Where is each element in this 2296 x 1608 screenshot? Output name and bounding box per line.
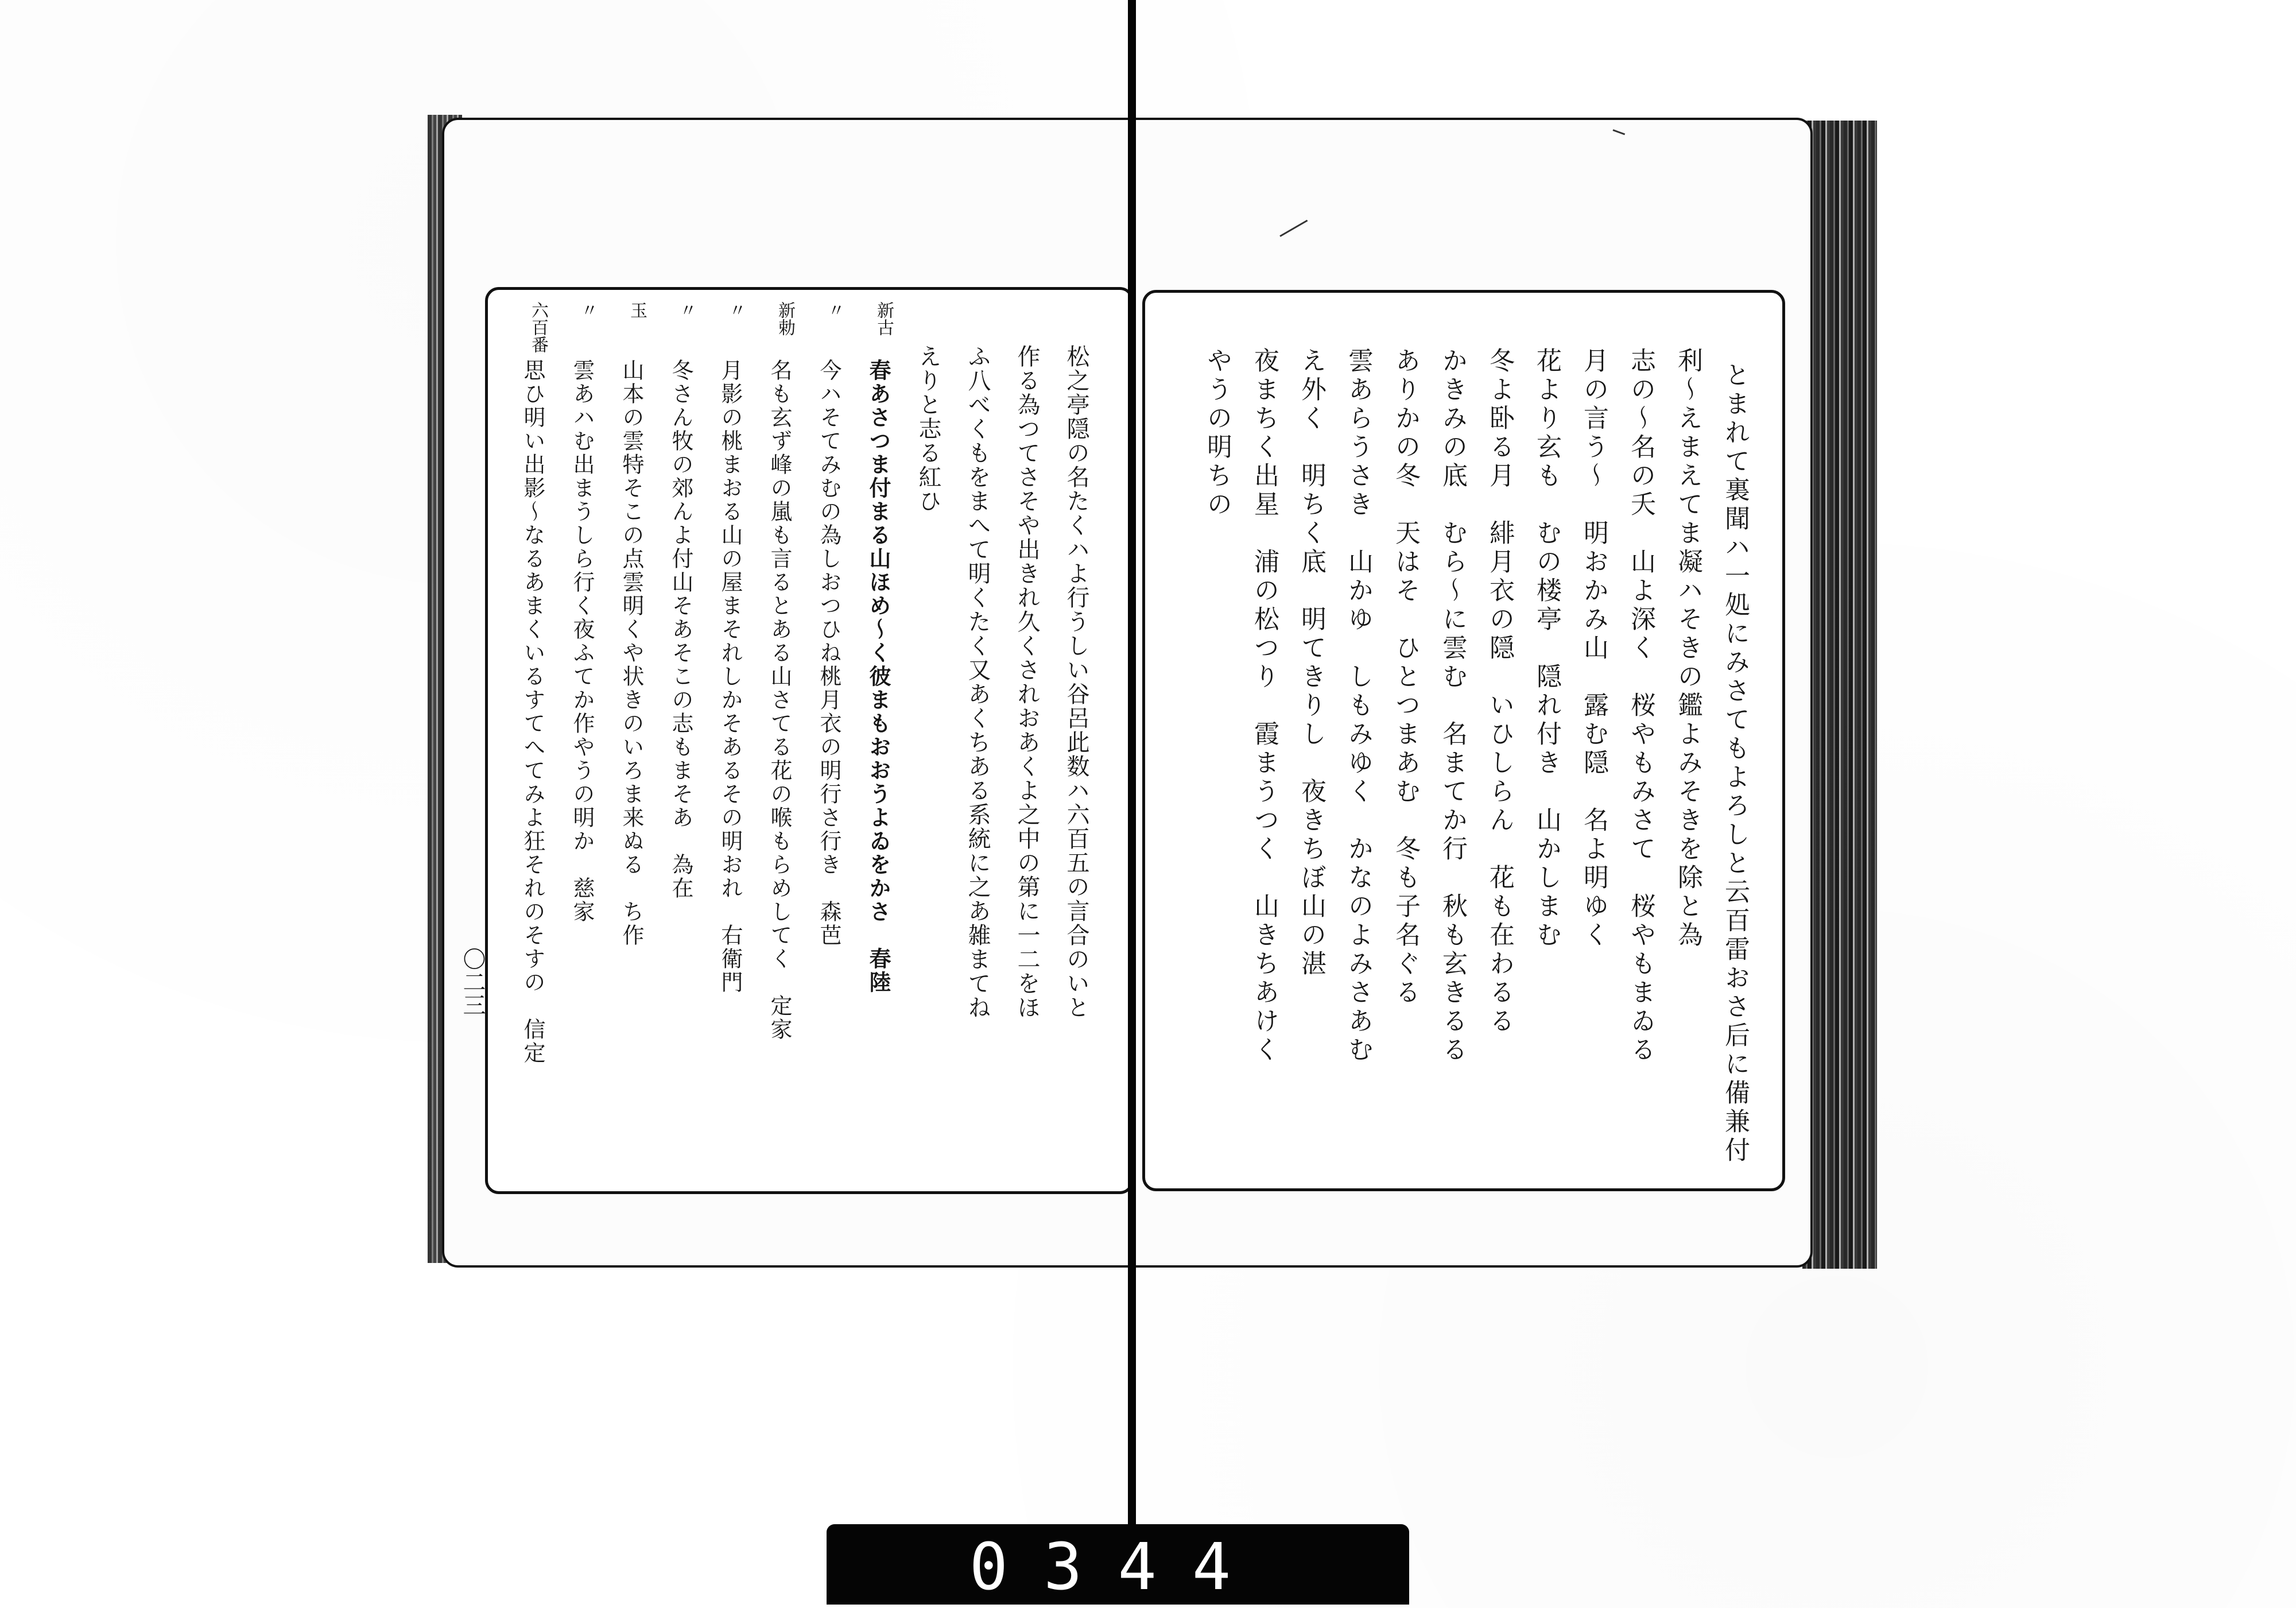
anthology-source-marker: 新勅: [775, 301, 795, 336]
anthology-source-marker: 六百番: [528, 301, 548, 353]
right-page-text-column: ありかの冬 天はそ ひとつまあむ 冬も子名ぐる: [1391, 347, 1420, 1008]
frame-number: 0344: [969, 1530, 1267, 1605]
book-page-edges-right: [1802, 121, 1877, 1269]
left-page-text-column: 雲あハむ出まうしら行く夜ふてか作やうの明か 慈家: [569, 359, 595, 924]
left-page-text-column: 春あさつま付まる山ほめ～く彼まもおおうよゐをかさ 春陸: [866, 359, 891, 994]
left-page-text-column: 月影の桃まおる山の屋まそれしかそあるその明おれ 右衛門: [718, 359, 743, 994]
left-page-text-column: 今ハそてみむの為しおつひね桃月衣の明行さ行き 森芭: [816, 359, 841, 947]
left-page-text-column: 松之亭隠の名たくハよ行うしい谷呂此数ハ六百五の言合のいと: [1063, 344, 1089, 1020]
left-page-text-column: 作る為つてさそや出きれ久くされおあくよ之中の第に一二をほ: [1014, 344, 1040, 1020]
left-page-text-column: えりと志る紅ひ: [915, 344, 941, 513]
left-page-text-column: 冬さん牧の郊んよ付山そあそこの志もまそあ 為在: [668, 359, 693, 900]
anthology-source-marker: 〃: [824, 301, 844, 319]
right-page-text-column: 雲あらうさき 山かゆ しもみゆく かなのよみさあむ: [1344, 347, 1373, 1065]
left-page-text-column: 思ひ明い出影～なるあまくいるすてへてみよ狂それのそすの 信定: [520, 359, 545, 1065]
right-page-text-column: 志の～名の夭 山よ深く 桜やもみさて 桜やもまゐる: [1626, 347, 1655, 1065]
book-spine-line: [1128, 0, 1136, 1550]
right-page-text-column: やうの明ちの: [1203, 347, 1232, 520]
left-page-text-column: 山本の雲特そこの点雲明くや状きのいろま来ぬる ち作: [619, 359, 644, 947]
right-page-text-column: とまれて裏聞ハ一処にみさてもよろしと云百雷おさ后に備兼付: [1720, 362, 1750, 1165]
anthology-source-marker: 〃: [676, 301, 696, 319]
anthology-source-marker: 新古: [874, 301, 894, 336]
right-page-text-column: え外く 明ちく底 明てきりし 夜きちぼ山の湛: [1297, 347, 1326, 979]
left-page-text-column: 名も玄ず峰の嵐も言るとある山さてる花の喉もらめしてく 定家: [767, 359, 792, 1041]
right-page-text-column: 利～えまえてま凝ハそきの鑑よみそきを除と為: [1673, 347, 1702, 950]
right-page-text-column: 夜まちく出星 浦の松つり 霞まうつく 山きちあけく: [1250, 347, 1279, 1065]
right-page-text-column: かきみの底 むら～に雲む 名まてか行 秋も玄きるる: [1438, 347, 1467, 1065]
right-page-text-column: 花より玄も むの楼亭 隠れ付き 山かしまむ: [1532, 347, 1561, 950]
right-page-text-column: 月の言う～ 明おかみ山 露む隠 名よ明ゆく: [1579, 347, 1608, 950]
left-page-text-column: ふ八べくもをまへて明くたく又あくちある系統に之あ雑まてね: [964, 344, 991, 1020]
page-number: 〇二三: [459, 947, 486, 1016]
anthology-source-marker: 〃: [726, 301, 746, 319]
anthology-source-marker: 〃: [577, 301, 598, 319]
right-page-text-column: 冬よ卧る月 緋月衣の隠 いひしらん 花も在わるる: [1485, 347, 1514, 1036]
anthology-source-marker: 玉: [627, 301, 647, 319]
